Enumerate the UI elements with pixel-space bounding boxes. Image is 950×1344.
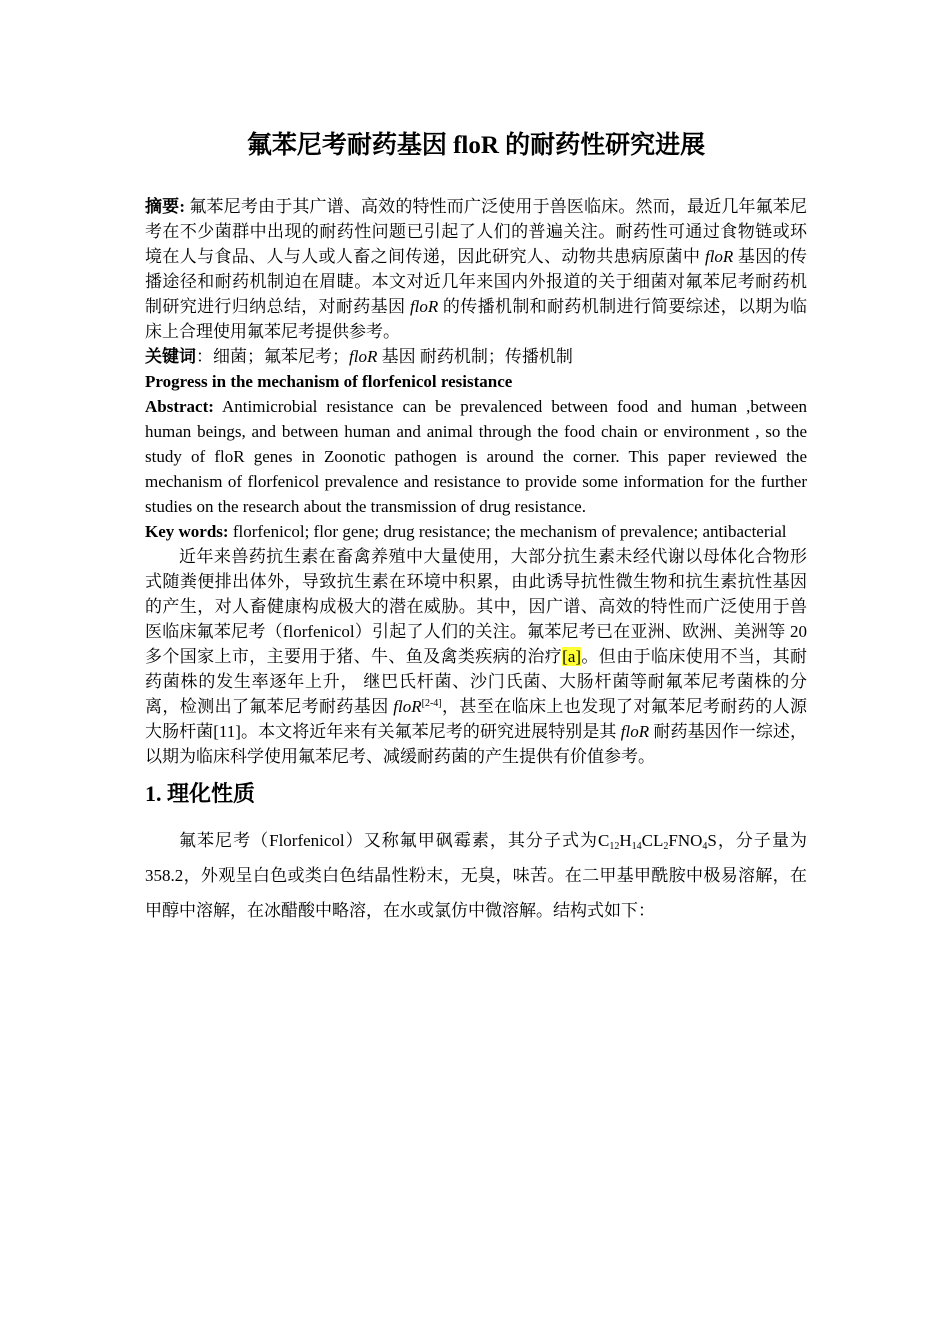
highlighted-citation: [a] [562, 647, 582, 666]
english-title: Progress in the mechanism of florfenicol resistance [145, 372, 513, 391]
citation-superscript: [2-4] [421, 698, 442, 709]
gene-name: floR [409, 297, 439, 316]
keywords-label-cn: 关键词 [145, 347, 196, 366]
gene-name: floR [349, 347, 378, 366]
english-keywords: Key words: florfenicol; flor gene; drug resistance; the mechanism of prevalence; antibacterial [145, 522, 787, 541]
abstract-label-cn: 摘要: [145, 197, 185, 216]
gene-name: floR [704, 247, 734, 266]
properties-paragraph: 氟苯尼考（Florfenicol）又称氟甲砜霉素，其分子式为$C_{12}H_{14}CL_2FNO_4S$，分子量为358.2，外观呈白色或类白色结晶性粉末，无臭，味苦。在二甲基甲酰胺中极易溶解，在甲醇中溶解，在冰醋酸中略溶，在水或氯仿中微溶解。结构式如下： [145, 831, 807, 920]
keywords-label-en: Key words: [145, 522, 229, 541]
chinese-abstract: 摘要: 氟苯尼考由于其广谱、高效的特性而广泛使用于兽医临床。然而，最近几年氟苯尼考在不少菌群中出现的耐药性问题已引起了人们的普遍关注。耐药性可通过食物链或环境在人与食品、人与人或人畜之间传递，因此研究人、动物共患病原菌中 floR 基因的传播途径和耐药机制迫在眉睫。本文对近几年来国内外报道的关于细菌对氟苯尼考耐药机制研究进行归纳总结，对耐药基因 floR 的传播机制和耐药机制进行简要综述，以期为临床上合理使用氟苯尼考提供参考。 [145, 197, 808, 341]
introduction-paragraph: 近年来兽药抗生素在畜禽养殖中大量使用，大部分抗生素未经代谢以母体化合物形式随粪便排出体外，导致抗生素在环境中积累，由此诱导抗性微生物和抗生素抗性基因的产生，对人畜健康构成极大的潜在威胁。其中，因广谱、高效的特性而广泛使用于兽医临床氟苯尼考（florfenicol）引起了人们的关注。氟苯尼考已在亚洲、欧洲、美洲等 20 多个国家上市，主要用于猪、牛、鱼及禽类疾病的治疗[a]。但由于临床使用不当，其耐药菌株的发生率逐年上升， 继巴氏杆菌、沙门氏菌、大肠杆菌等耐氟苯尼考菌株的分离，检测出了氟苯尼考耐药基因 floR[2-4]，甚至在临床上也发现了对氟苯尼考耐药的人源大肠杆菌[11]。本文将近年来有关氟苯尼考的研究进展特别是其 floR 耐药基因作一综述，以期为临床科学使用氟苯尼考、减缓耐药菌的产生提供有价值参考。 [145, 547, 808, 766]
document-page [145, 128, 807, 928]
chinese-keywords: 关键词：细菌；氟苯尼考；floR 基因 耐药机制；传播机制 [145, 347, 573, 366]
section-heading: 1. 理化性质 [145, 781, 256, 806]
abstract-label-en: Abstract: [145, 397, 214, 416]
document-title: 氟苯尼考耐药基因 floR 的耐药性研究进展 [246, 132, 706, 159]
english-abstract: Abstract: Antimicrobial resistance can be prevalenced between food and human ,between human beings, and between human and animal through the food chain or environment , so the study of floR genes in Zoonotic pathogen is around the corner. This paper reviewed the mechanism of florfenicol prevalence and resistance to provide some information for the further studies on the research about the transmission of drug resistance. [145, 397, 807, 516]
gene-name: floR [620, 722, 650, 741]
gene-name: floR [393, 697, 422, 716]
